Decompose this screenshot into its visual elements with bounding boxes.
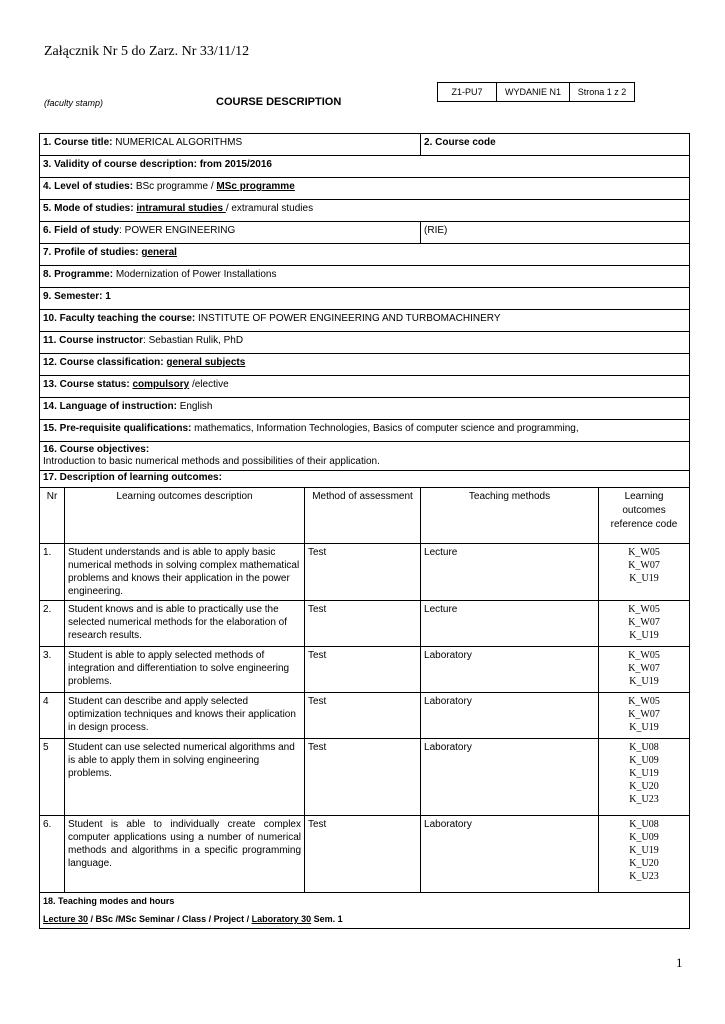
row-refs: K_W05 K_W07 K_U19 [599, 693, 690, 739]
row-assessment: Test [305, 647, 421, 693]
course-title-label: 1. Course title: [43, 137, 116, 148]
level-selected: MSc programme [216, 181, 295, 192]
table-row [40, 544, 690, 601]
annex-reference: Załącznik Nr 5 do Zarz. Nr 33/11/12 [44, 44, 250, 59]
col-description: Learning outcomes description [65, 488, 305, 544]
programme [40, 266, 690, 288]
course-title-cell [40, 134, 421, 156]
row-refs: K_W05 K_W07 K_U19 [599, 601, 690, 647]
course-objectives [40, 442, 690, 471]
row-description: Student can use selected numerical algorithms and is able to apply them in solving engineering problems. [65, 739, 305, 816]
table-row [40, 739, 690, 816]
status-label: 13. Course status: [43, 379, 133, 390]
teaching-lecture: Lecture 30 [43, 914, 89, 924]
row-nr: 1. [40, 544, 65, 601]
course-instructor [40, 332, 690, 354]
field-label: 6. Field of study [43, 225, 120, 236]
mode-label: 5. Mode of studies: [43, 203, 137, 214]
col-teaching: Teaching methods [421, 488, 599, 544]
language-value: English [179, 401, 213, 412]
row-description: Student can describe and apply selected optimization techniques and knows their application in design process. [65, 693, 305, 739]
field-code: (RIE) [421, 222, 690, 244]
row-assessment: Test [305, 544, 421, 601]
row-method: Laboratory [421, 739, 599, 816]
prereq-label: 15. Pre-requisite qualifications: [43, 423, 195, 434]
programme-label: 8. Programme: [43, 269, 116, 280]
language-label: 14. Language of instruction: [43, 401, 180, 412]
row-method: Lecture [421, 544, 599, 601]
course-description-table-body [39, 133, 690, 929]
level-text: BSc programme / [135, 181, 217, 192]
row-method: Lecture [421, 601, 599, 647]
row-method: Laboratory [421, 816, 599, 893]
edition: WYDANIE N1 [497, 83, 570, 102]
faculty-value: INSTITUTE OF POWER ENGINEERING AND TURBOMACHINERY [198, 313, 501, 324]
prerequisites [40, 420, 690, 442]
row-refs: K_U08 K_U09 K_U19 K_U20 K_U23 [599, 816, 690, 893]
row-nr: 3. [40, 647, 65, 693]
field-of-study [40, 222, 421, 244]
document-code-box [437, 82, 635, 102]
col-nr: Nr [40, 488, 65, 544]
row-nr: 2. [40, 601, 65, 647]
row-nr: 6. [40, 816, 65, 893]
status-selected: compulsory [132, 379, 190, 390]
faculty-label: 10. Faculty teaching the course: [43, 313, 199, 324]
row-description: Student is able to individually create complex computer applications using a number of numerical methods and algorithms in a specific programming language. [65, 816, 305, 893]
page-indicator: Strona 1 z 2 [570, 83, 635, 102]
doc-code: Z1-PU7 [438, 83, 497, 102]
classification-label: 12. Course classification: [43, 357, 167, 368]
col-assessment: Method of assessment [305, 488, 421, 544]
row-assessment: Test [305, 739, 421, 816]
row-refs: K_W05 K_W07 K_U19 [599, 647, 690, 693]
mode-selected: intramural studies [136, 203, 226, 214]
row-nr: 4 [40, 693, 65, 739]
row-nr: 5 [40, 739, 65, 816]
row-description: Student is able to apply selected methods of integration and differentiation to solve engineering problems. [65, 647, 305, 693]
table-row [40, 816, 690, 893]
teaching-label: 18. Teaching modes and hours [43, 896, 175, 906]
course-status [40, 376, 690, 398]
mode-of-studies [40, 200, 690, 222]
table-row [40, 601, 690, 647]
outcomes-header-row [40, 488, 690, 544]
prereq-value: mathematics, Information Technologies, Basics of computer science and programming, [194, 423, 579, 434]
col-reference: Learning outcomes reference code [599, 488, 690, 544]
status-rest: /elective [189, 379, 229, 390]
row-description: Student knows and is able to practically use the selected numerical methods for the elaboration of research results. [65, 601, 305, 647]
teaching-laboratory: Laboratory 30 [251, 914, 312, 924]
row-method: Laboratory [421, 647, 599, 693]
row-description: Student understands and is able to apply basic numerical methods in solving complex mathematical problems and knows their application in the power engineering. [65, 544, 305, 601]
outcomes-label: 17. Description of learning outcomes: [40, 471, 690, 488]
instructor-value: : Sebastian Rulik, PhD [143, 335, 244, 346]
row-assessment: Test [305, 816, 421, 893]
course-code-label: 2. Course code [421, 134, 690, 156]
row-assessment: Test [305, 601, 421, 647]
teaching-middle: / BSc /MSc Seminar / Class / Project / [88, 914, 252, 924]
programme-value: Modernization of Power Installations [115, 269, 277, 280]
objectives-value: Introduction to basic numerical methods and possibilities of their application. [43, 456, 380, 467]
objectives-label: 16. Course objectives: [43, 444, 150, 455]
profile-of-studies [40, 244, 690, 266]
course-title: NUMERICAL ALGORITHMS [115, 137, 243, 148]
level-label: 4. Level of studies: [43, 181, 136, 192]
semester: 9. Semester: 1 [40, 288, 690, 310]
table-row [40, 693, 690, 739]
instructor-label: 11. Course instructor [43, 335, 144, 346]
level-of-studies [40, 178, 690, 200]
mode-rest: / extramural studies [225, 203, 314, 214]
row-refs: K_U08 K_U09 K_U19 K_U20 K_U23 [599, 739, 690, 816]
course-classification [40, 354, 690, 376]
page-number: 1 [676, 955, 683, 970]
row-refs: K_W05 K_W07 K_U19 [599, 544, 690, 601]
validity: 3. Validity of course description: from 2015/2016 [40, 156, 690, 178]
teaching-end: Sem. 1 [311, 914, 343, 924]
language-of-instruction [40, 398, 690, 420]
table-row [40, 647, 690, 693]
page-title: COURSE DESCRIPTION [216, 96, 342, 108]
profile-label: 7. Profile of studies: [43, 247, 142, 258]
row-assessment: Test [305, 693, 421, 739]
field-value: : POWER ENGINEERING [119, 225, 236, 236]
faculty-teaching [40, 310, 690, 332]
classification-value: general subjects [166, 357, 246, 368]
faculty-stamp: (faculty stamp) [44, 98, 104, 108]
teaching-modes [40, 893, 690, 929]
row-method: Laboratory [421, 693, 599, 739]
profile-value: general [141, 247, 177, 258]
